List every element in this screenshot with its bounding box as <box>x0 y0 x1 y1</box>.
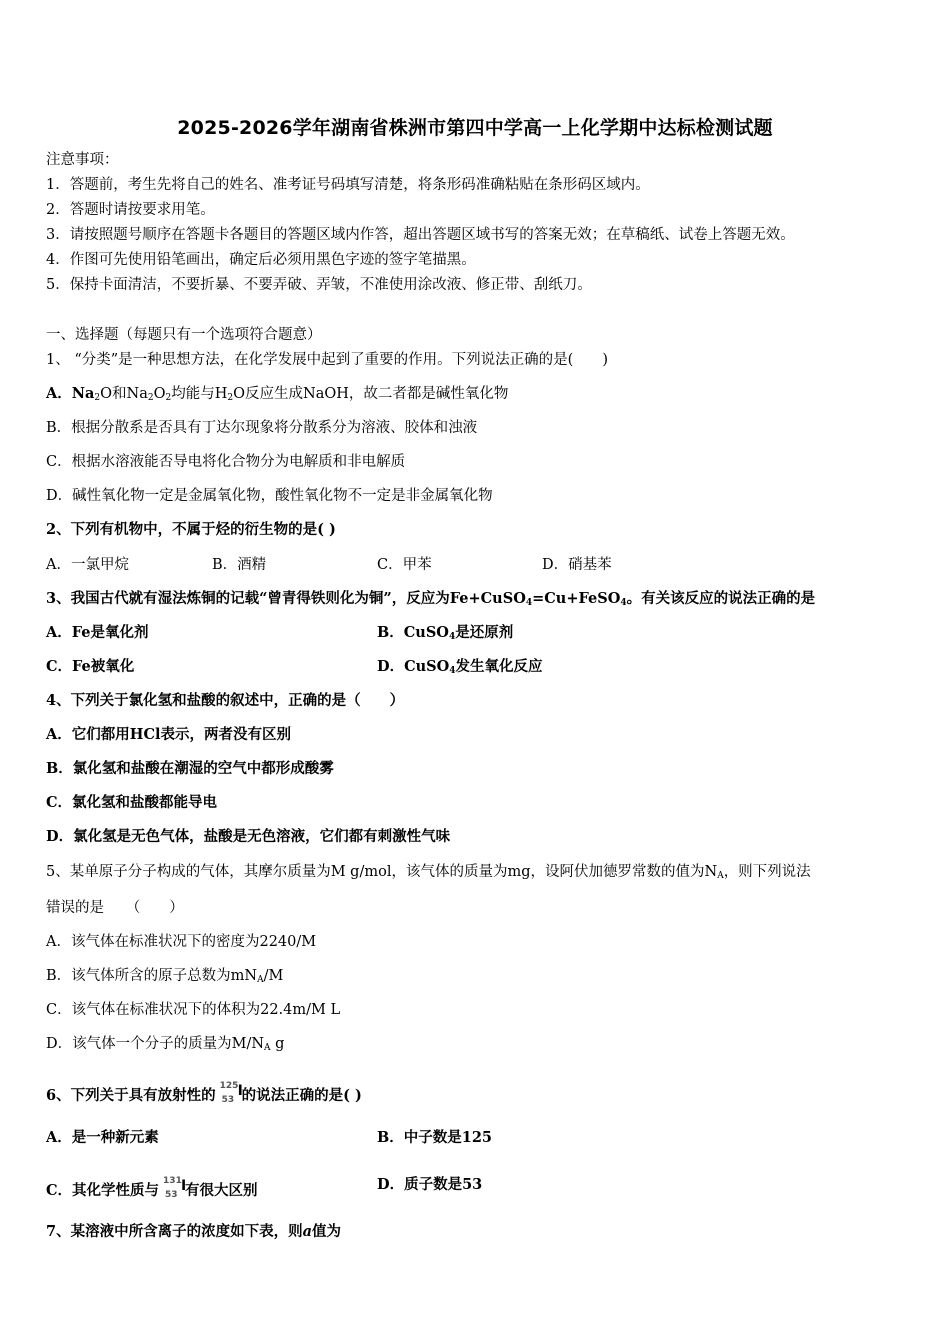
question-1-option-a: A．$Na_2O$和$Na_2O_2$均能与$H_2O$反应生成NaOH，故二者都是碱性氧化物 <box>46 385 509 403</box>
question-3-option-c: C．Fe被氧化 <box>46 658 135 675</box>
question-5-stem-line2: 错误的是 （ ） <box>46 900 184 916</box>
question-5-stem-line1: 5、某单原子分子构成的气体，其摩尔质量为M g/mol，该气体的质量为mg，设阿伏加德罗常数的值为$N_A$，则下列说法 <box>46 864 811 881</box>
notice-item-3: 3．请按照题号顺序在答题卡各题目的答题区域内作答，超出答题区域书写的答案无效；在草稿纸、试卷上答题无效。 <box>46 227 795 243</box>
question-4-option-c: C．氯化氢和盐酸都能导电 <box>46 794 218 811</box>
question-4-option-a: A．它们都用HCl表示，两者没有区别 <box>46 726 291 743</box>
question-2-option-d: D．硝基苯 <box>542 557 612 573</box>
question-5-option-b: B．该气体所含的原子总数为$mN_A/M$ <box>46 968 284 985</box>
question-6-option-a: A．是一种新元素 <box>46 1129 159 1146</box>
question-1-stem: 1、 “分类”是一种思想方法，在化学发展中起到了重要的作用。下列说法正确的是( ) <box>46 352 608 368</box>
page-title: 2025-2026学年湖南省株洲市第四中学高一上化学期中达标检测试题 <box>177 117 773 139</box>
question-2-option-b: B．酒精 <box>212 557 267 573</box>
question-7-stem: 7、某溶液中所含离子的浓度如下表，则a值为 <box>46 1223 341 1240</box>
iodine-131-isotope: 131 53 I <box>163 1176 187 1200</box>
question-2-stem: 2、下列有机物中，不属于烃的衍生物的是( ) <box>46 521 336 538</box>
question-3-stem: 3、我国古代就有湿法炼铜的记载“曾青得铁则化为铜”，反应为Fe+CuSO$_4$=Cu+FeSO$_4$。有关该反应的说法正确的是 <box>46 590 816 608</box>
question-3-option-a: A．Fe是氧化剂 <box>46 624 149 641</box>
question-4-option-b: B．氯化氢和盐酸在潮湿的空气中都形成酸雾 <box>46 760 334 777</box>
notice-item-2: 2．答题时请按要求用笔。 <box>46 202 215 218</box>
question-1-option-b: B．根据分散系是否具有丁达尔现象将分散系分为溶液、胶体和浊液 <box>46 420 478 436</box>
question-5-option-c: C．该气体在标准状况下的体积为22.4m/M L <box>46 1002 341 1018</box>
question-6-option-c: C．其化学性质与 131 53 I 有很大区别 <box>46 1176 258 1200</box>
question-1-option-d: D．碱性氧化物一定是金属氧化物，酸性氧化物不一定是非金属氧化物 <box>46 488 493 504</box>
question-6-option-d: D．质子数是53 <box>377 1176 483 1193</box>
question-6-stem: 6、下列关于具有放射性的 125 53 I 的说法正确的是( ) <box>46 1081 362 1105</box>
question-6-option-b: B．中子数是125 <box>377 1129 493 1146</box>
notice-item-1: 1．答题前，考生先将自己的姓名、准考证号码填写清楚，将条形码准确粘贴在条形码区域内。 <box>46 177 650 193</box>
notice-item-5: 5．保持卡面清洁，不要折暴、不要弄破、弄皱，不准使用涂改液、修正带、刮纸刀。 <box>46 277 592 293</box>
question-2-option-a: A．一氯甲烷 <box>46 557 129 573</box>
question-5-option-a: A．该气体在标准状况下的密度为2240/M <box>46 934 317 950</box>
question-3-option-d: D．CuSO$_4$发生氧化反应 <box>377 658 543 676</box>
iodine-125-isotope: 125 53 I <box>219 1081 243 1105</box>
question-4-stem: 4、下列关于氯化氢和盐酸的叙述中，正确的是（ ） <box>46 692 405 709</box>
section-heading: 一、选择题（每题只有一个选项符合题意） <box>46 327 322 343</box>
notice-heading: 注意事项： <box>46 152 119 168</box>
question-2-option-c: C．甲苯 <box>377 557 432 573</box>
notice-item-4: 4．作图可先使用铅笔画出，确定后必须用黑色字迹的签字笔描黑。 <box>46 252 476 268</box>
question-1-option-c: C．根据水溶液能否导电将化合物分为电解质和非电解质 <box>46 454 406 470</box>
question-5-option-d: D．该气体一个分子的质量为$M/N_A$ g <box>46 1036 285 1053</box>
question-3-option-b: B．CuSO$_4$是还原剂 <box>377 624 514 642</box>
question-4-option-d: D．氯化氢是无色气体，盐酸是无色溶液，它们都有刺激性气味 <box>46 828 451 845</box>
